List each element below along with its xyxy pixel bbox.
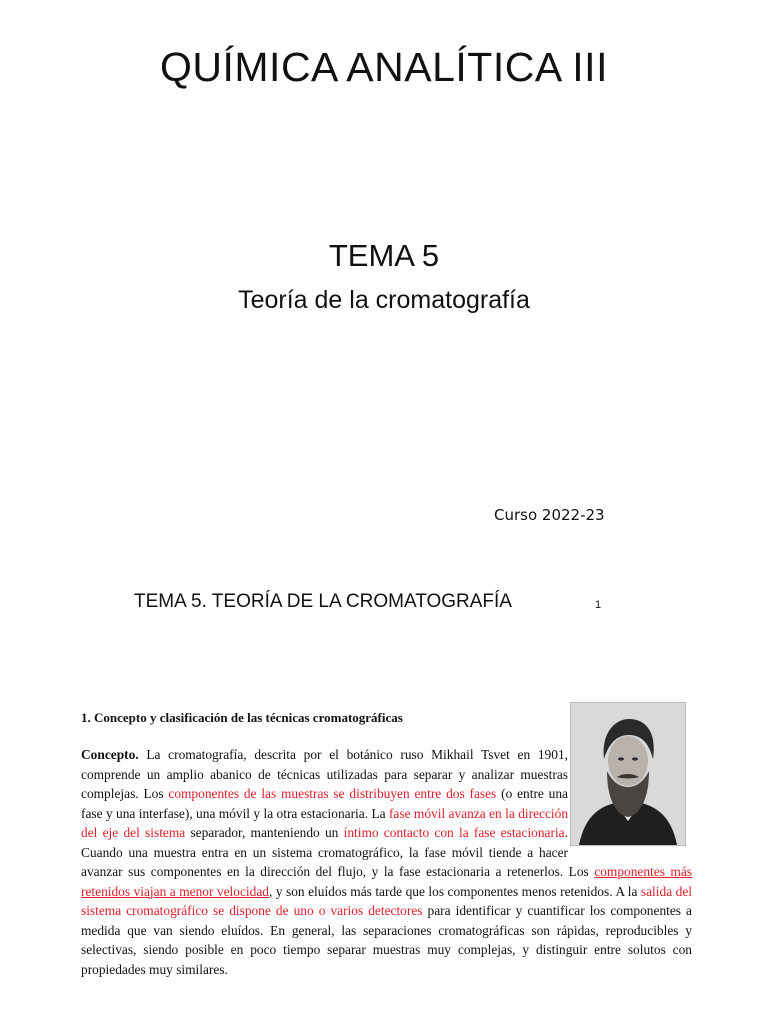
section-heading: 1. Concepto y clasificación de las técnicas cromatográficas <box>81 710 403 725</box>
concept-label: Concepto. <box>81 747 139 762</box>
concept-highlight-5: íntimo contacto con la fase estacionaria <box>343 825 565 840</box>
concept-text-8: , y son eluídos más tarde que los componentes menos retenidos. A la <box>268 883 641 899</box>
concept-highlight-7: componentes más retenidos viajan a menor velocidad <box>81 864 693 899</box>
page-number: 1 <box>595 599 602 611</box>
course-label: Curso 2022-23 <box>494 506 605 524</box>
document-title: QUÍMICA ANALÍTICA III <box>160 44 608 90</box>
concept-text-2: (o entre una fase y una interfase), una móvil y la otra estacionaria. La <box>81 786 569 821</box>
portrait-space <box>568 745 692 843</box>
concept-text-10: para identificar y cuantificar los componentes a medida que van siendo eluídos. En general, las separaciones cromatográficas son rápidas, reproducibles y selectivas, siendo posible en poco tiempo separar muestras muy complejas, y distinguir entre solutos con propiedades muy similares. <box>81 903 692 977</box>
concept-highlight-9: salida del sistema cromatográfico se dispone de uno o varios detectores <box>81 883 692 918</box>
tema-subtitle: Teoría de la cromatografía <box>238 286 530 314</box>
concept-text-6: . Cuando una muestra entra en un sistema cromatográfico, la fase móvil tiende a hacer avanzar sus componentes en la dirección del flujo, y la fase estacionaria a retenerlos. Los <box>81 825 595 879</box>
concept-highlight-1: componentes de las muestras se distribuyen entre dos fases <box>168 786 497 801</box>
tema-label: TEMA 5 <box>328 238 440 273</box>
concept-highlight-3: fase móvil avanza en la dirección del eje del sistema <box>81 805 569 840</box>
concept-paragraph <box>81 745 692 979</box>
running-header: TEMA 5. TEORÍA DE LA CROMATOGRAFÍA <box>134 591 512 612</box>
concept-text-0: La cromatografía, descrita por el botánico ruso Mikhail Tsvet en 1901, comprende un amplio abanico de técnicas utilizadas para separar y analizar muestras complejas. Los <box>81 747 568 801</box>
concept-text-4: separador, manteniendo un <box>185 825 344 840</box>
